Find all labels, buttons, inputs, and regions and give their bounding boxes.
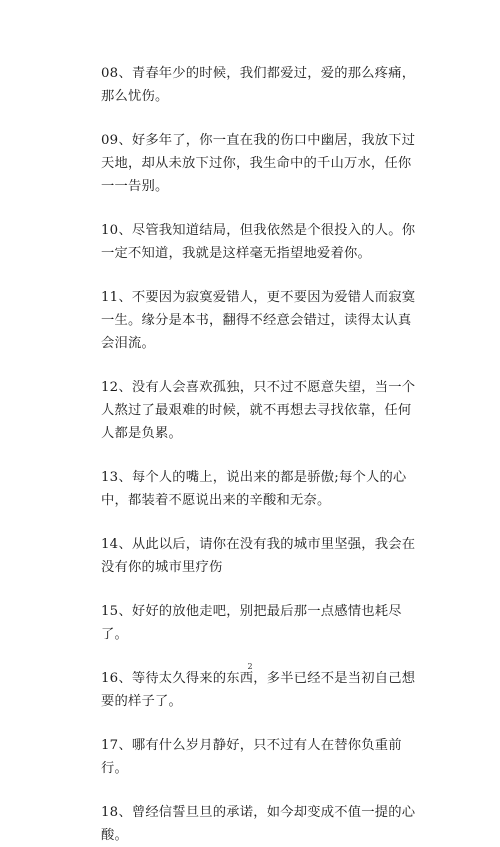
entry-18: 18、曾经信誓旦旦的承诺，如今却变成不值一提的心酸。 bbox=[101, 805, 416, 843]
entry-list bbox=[101, 62, 421, 847]
entry-12: 12、没有人会喜欢孤独，只不过不愿意失望，当一个人熬过了最艰难的时候，就不再想去寻找依靠，任何人都是负累。 bbox=[101, 380, 416, 441]
entry-08: 08、青春年少的时候，我们都爱过，爱的那么疼痛，那么忧伤。 bbox=[101, 66, 416, 104]
entry-09: 09、好多年了，你一直在我的伤口中幽居，我放下过天地，却从未放下过你，我生命中的千山万水，任你一一告别。 bbox=[101, 133, 416, 194]
entry-14: 14、从此以后，请你在没有我的城市里坚强，我会在没有你的城市里疗伤 bbox=[101, 537, 416, 575]
page-number: 2 bbox=[247, 662, 253, 671]
entry-13: 13、每个人的嘴上，说出来的都是骄傲;每个人的心中，都装着不愿说出来的辛酸和无奈。 bbox=[101, 470, 407, 508]
entry-17: 17、哪有什么岁月静好，只不过有人在替你负重前行。 bbox=[101, 738, 402, 776]
entry-11: 11、不要因为寂寞爱错人，更不要因为爱错人而寂寞一生。缘分是本书，翻得不经意会错过，读得太认真会泪流。 bbox=[101, 290, 416, 351]
entry-10: 10、尽管我知道结局，但我依然是个很投入的人。你一定不知道，我就是这样毫无指望地爱着你。 bbox=[101, 223, 416, 261]
entry-15: 15、好好的放他走吧，别把最后那一点感情也耗尽了。 bbox=[101, 604, 402, 642]
entry-16: 16、等待太久得来的东西，多半已经不是当初自己想要的样子了。 bbox=[101, 671, 416, 709]
